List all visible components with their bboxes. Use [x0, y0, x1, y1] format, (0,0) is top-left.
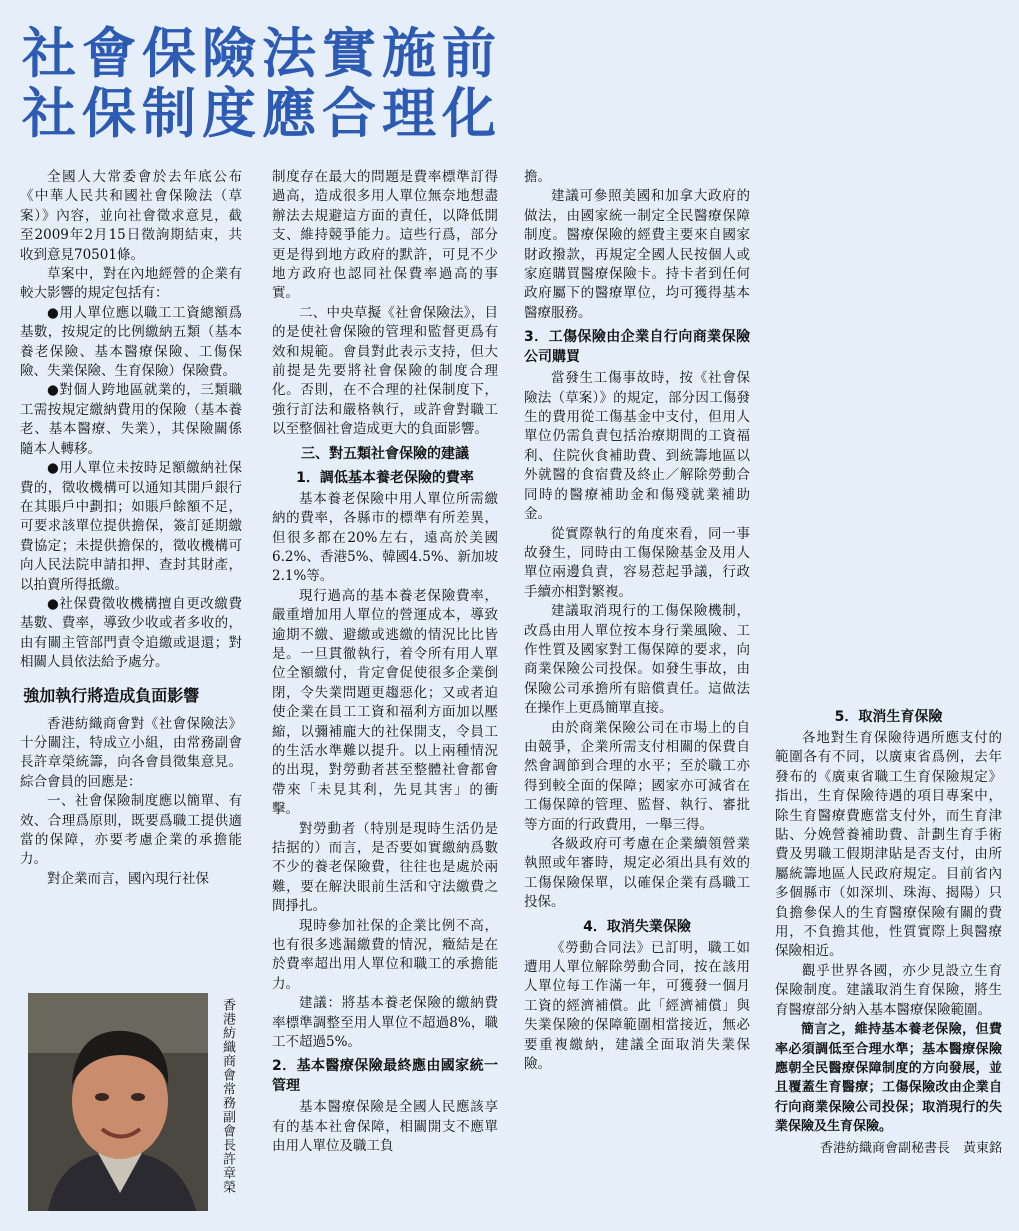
- paragraph: 一、社會保險制度應以簡單、有效、合理爲原則，既要爲職工提供適當的保障，亦要考慮企業的承擔能力。: [20, 793, 242, 868]
- paragraph: 現時參加社保的企業比例不高，也有很多逃漏繳費的情況，癥結是在於費率超出用人單位和職工的承擔能力。: [272, 917, 498, 992]
- paragraph: 對勞動者（特別是現時生活仍是拮据的）而言，是否要如實繳納爲數不少的養老保險費，往往也是處於兩難，要在解決眼前生活和守法繳費之間掙扎。: [272, 820, 498, 915]
- paragraph: 二、中央草擬《社會保險法》，目的是使社會保險的管理和監督更爲有效和規範。會員對此表示支持，但大前提是先要將社會保險的制度合理化。否則，在不合理的社保制度下，強行訂法和嚴格執行，或許會對職工以至整個社會造成更大的負面影響。: [272, 304, 498, 438]
- photo-caption: 香港紡織商會常務副會長許章榮: [220, 998, 235, 1194]
- author-signature: 香港紡織商會副秘書長 黃東銘: [819, 1140, 1002, 1156]
- subsection-heading: 三、對五類社會保險的建議: [301, 445, 469, 462]
- paragraph: 各地對生育保險待遇所應支付的範圍各有不同，以廣東省爲例，去年發布的《廣東省職工生育保險規定》指出，生育保險待遇的項目專案中，除生育醫療費應當支付外，而生育津貼、分娩營養補助費、計劃生育手術費及男職工假期津貼是否支付，由所屬統籌地區人民政府規定。目前省內多個縣市（如深圳、珠海、揭陽）只負擔參保人的生育醫療保險有關的費用，不負擔其他，性質實際上與醫療保險相近。: [775, 730, 1002, 960]
- paragraph: ●社保費徵收機構擅自更改繳費基數、費率，導致少收或者多收的，由有關主管部門責令追繳或退還；對相關人員依法給予處分。: [20, 595, 242, 671]
- subsection-heading: 3．工傷保險由企業自行向商業保險公司購買: [524, 329, 750, 366]
- paragraph: 制度存在最大的問題是費率標準訂得過高，造成很多用人單位無奈地想盡辦法去規避這方面的責任，以降低開支、維持競爭能力。這些行爲，部分更是得到地方政府的默許，可見不少地方政府也認同社保費率過高的事實。: [272, 169, 498, 302]
- paragraph: 現行過高的基本養老保險費率，嚴重增加用人單位的營運成本，導致逾期不繳、避繳或逃繳的情況比比皆是。一旦貫徹執行，着令所有用人單位全額繳付，肯定會促使很多企業倒閉，令失業問題更趨惡化；又或者迫使企業在員工工資和福利方面加以壓縮，以彌補龐大的社保開支，令員工的生活水準難以提升。以上兩種情況的出現，對勞動者甚至整體社會都會帶來「未見其利，先見其害」的衝擊。: [272, 587, 498, 818]
- paragraph: 建議取消現行的工傷保險機制，改爲由用人單位按本身行業風險、工作性質及國家對工傷保障的要求，向商業保險公司投保。如發生事故，由保險公司承擔所有賠償責任。這做法在操作上更爲簡單直接。: [524, 603, 750, 717]
- paragraph: ●用人單位未按時足額繳納社保費的，徵收機構可以通知其開戶銀行在其賬戶中劃扣；如賬戶餘額不足，可要求該單位提供擔保，簽訂延期繳費協定；未提供擔保的，徵收機構可向人民法院申請扣押、查封其財產，以拍賣所得抵繳。: [20, 460, 242, 593]
- paragraph: ●對個人跨地區就業的，三類職工需按規定繳納費用的保險（基本養老、基本醫療、失業），其保險關係隨本人轉移。: [20, 382, 242, 457]
- paragraph: 草案中，對在內地經營的企業有較大影響的規定包括有：: [20, 266, 242, 302]
- paragraph: 從實際執行的角度來看，同一事故發生，同時由工傷保險基金及用人單位兩邊負責，容易惹起爭議，行政手續亦相對繁複。: [524, 525, 750, 600]
- paragraph: 全國人大常委會於去年底公布《中華人民共和國社會保險法（草案）》內容，並向社會徵求意見，截至2009年2月15日徵詢期結束，共收到意見70501條。: [20, 169, 242, 263]
- paragraph: 觀乎世界各國，亦少見設立生育保險制度。建議取消生育保險，將生育醫療部分納入基本醫療保險範圍。: [775, 962, 1002, 1018]
- headline-line-2: 社保制度應合理化: [22, 82, 502, 145]
- portrait-photo: [28, 993, 208, 1211]
- paragraph: 各級政府可考慮在企業續領營業執照或年審時，規定必須出具有效的工傷保險保單，以確保企業有爲職工投保。: [524, 836, 750, 911]
- column-4: [775, 703, 1002, 1223]
- portrait-figure: [28, 993, 208, 1211]
- section-heading: 強加執行將造成負面影響: [23, 685, 200, 705]
- paragraph: 《勞動合同法》已訂明，職工如遭用人單位解除勞動合同，按在該用人單位每工作滿一年，可獲發一個月工資的經濟補償。此「經濟補償」與失業保險的保障範圍相當接近，無必要重複繳納，建議全面取消失業保險。: [524, 939, 750, 1073]
- subsection-heading: 2．基本醫療保險最終應由國家統一管理: [272, 1058, 498, 1095]
- subsection-heading: 4．取消失業保險: [583, 918, 691, 935]
- paragraph: 建議可參照美國和加拿大政府的做法，由國家統一制定全民醫療保障制度。醫療保險的經費主要來自國家財政撥款，再規定全國人民按個人或家庭購買醫療保險卡。持卡者到任何政府屬下的醫療單位，均可獲得基本醫療服務。: [524, 188, 750, 321]
- paragraph: 對企業而言，國內現行社保: [47, 870, 209, 887]
- paragraph: 基本醫療保險是全國人民應該享有的基本社會保障，相關開支不應單由用人單位及職工負: [272, 1099, 498, 1155]
- headline-line-1: 社會保險法實施前: [22, 22, 502, 85]
- subsection-heading: 1．調低基本養老保險的費率: [296, 469, 474, 486]
- paragraph: 香港紡織商會對《社會保險法》十分關注，特成立小組，由常務副會長許章榮統籌，向各會員徵集意見。綜合會員的回應是：: [20, 715, 242, 790]
- summary-paragraph: 簡言之，維持基本養老保險，但費率必須調低至合理水準；基本醫療保險應朝全民醫療保障制度的方向發展，並且覆蓋生育醫療；工傷保險改由企業自行向商業保險公司投保；取消現行的失業保險及生育保險。: [775, 1022, 1002, 1135]
- column-3: [524, 168, 750, 1223]
- paragraph: 當發生工傷事故時，按《社會保險法（草案）》的規定，部分因工傷發生的費用從工傷基金中支付，但用人單位仍需負責包括治療期間的工資福利、住院伙食補助費、到統籌地區以外就醫的食宿費及終止／解除勞動合同時的醫療補助金和傷殘就業補助金。: [524, 370, 750, 523]
- subsection-heading: 5．取消生育保險: [834, 709, 943, 725]
- paragraph: 基本養老保險中用人單位所需繳納的費率，各縣市的標準有所差異，但很多都在20%左右，遠高於美國6.2%、香港5%、韓國4.5%、新加坡2.1%等。: [272, 490, 498, 585]
- paragraph: ●用人單位應以職工工資總額爲基數，按規定的比例繳納五類（基本養老保險、基本醫療保險、工傷保險、失業保險、生育保險）保險費。: [20, 304, 242, 380]
- paragraph: 擔。: [524, 169, 551, 185]
- headline: [22, 24, 502, 144]
- column-1: [20, 168, 242, 887]
- paragraph: 由於商業保險公司在市場上的自由競爭，企業所需支付相關的保費自然會調節到合理的水平；至於職工亦得到較全面的保障；國家亦可減省在工傷保障的管理、監督、執行、審批等方面的行政費用，一舉三得。: [524, 719, 750, 833]
- paragraph: 建議：將基本養老保險的繳納費率標準調整至用人單位不超過8%，職工不超過5%。: [272, 995, 498, 1051]
- column-2: [272, 168, 498, 1223]
